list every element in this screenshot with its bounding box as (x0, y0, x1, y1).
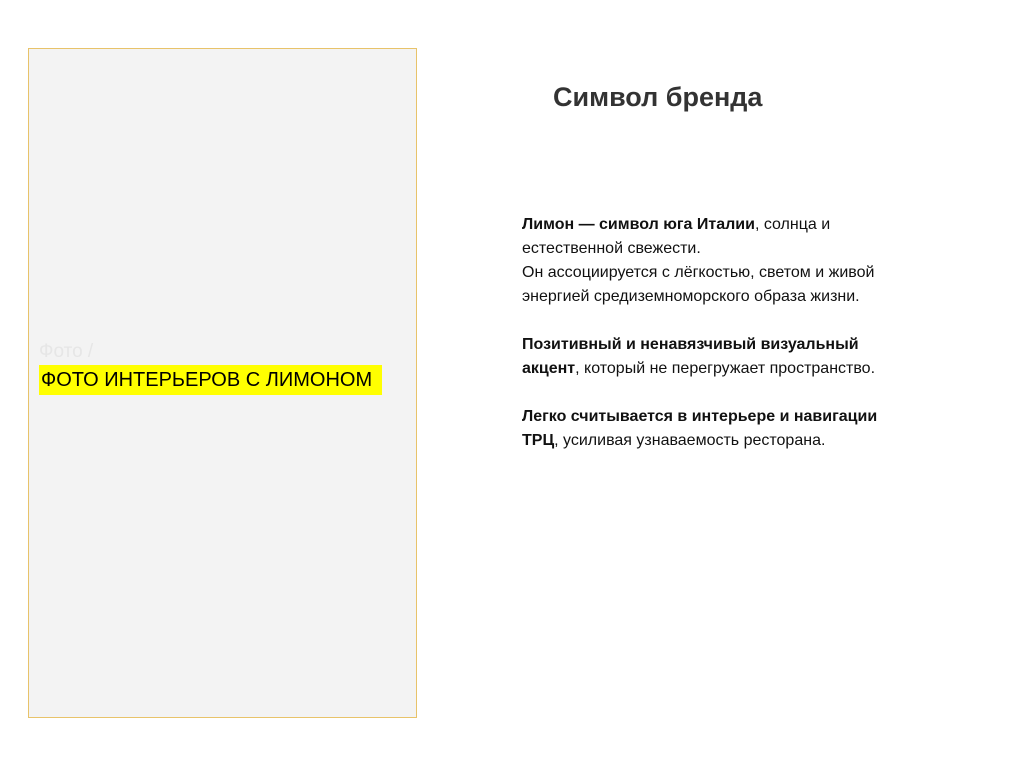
text-line: Он ассоциируется с лёгкостью, светом и живой (522, 264, 875, 281)
text-line: акцент, который не перегружает пространство. (522, 360, 876, 377)
text-line: Позитивный и ненавязчивый визуальный (522, 336, 859, 353)
photo-placeholder (28, 48, 417, 718)
body-text (522, 213, 962, 453)
photo-caption (39, 341, 382, 395)
text-line: Лимон — символ юга Италии, солнца и (522, 216, 831, 233)
text-line: Легко считывается в интерьере и навигации (522, 408, 878, 425)
text-line: энергией средиземноморского образа жизни. (522, 288, 860, 305)
slide-title: Символ бренда (553, 82, 763, 112)
paragraph-navigation (522, 405, 962, 453)
text-line: ТРЦ, усиливая узнаваемость ресторана. (522, 432, 826, 449)
photo-label-highlighted: ФОТО ИНТЕРЬЕРОВ С ЛИМОНОМ (39, 365, 382, 395)
text-line: естественной свежести. (522, 240, 701, 257)
paragraph-visual-accent (522, 333, 962, 381)
paragraph-lemon-symbol (522, 213, 962, 309)
photo-label-small: Фото / (39, 341, 94, 362)
